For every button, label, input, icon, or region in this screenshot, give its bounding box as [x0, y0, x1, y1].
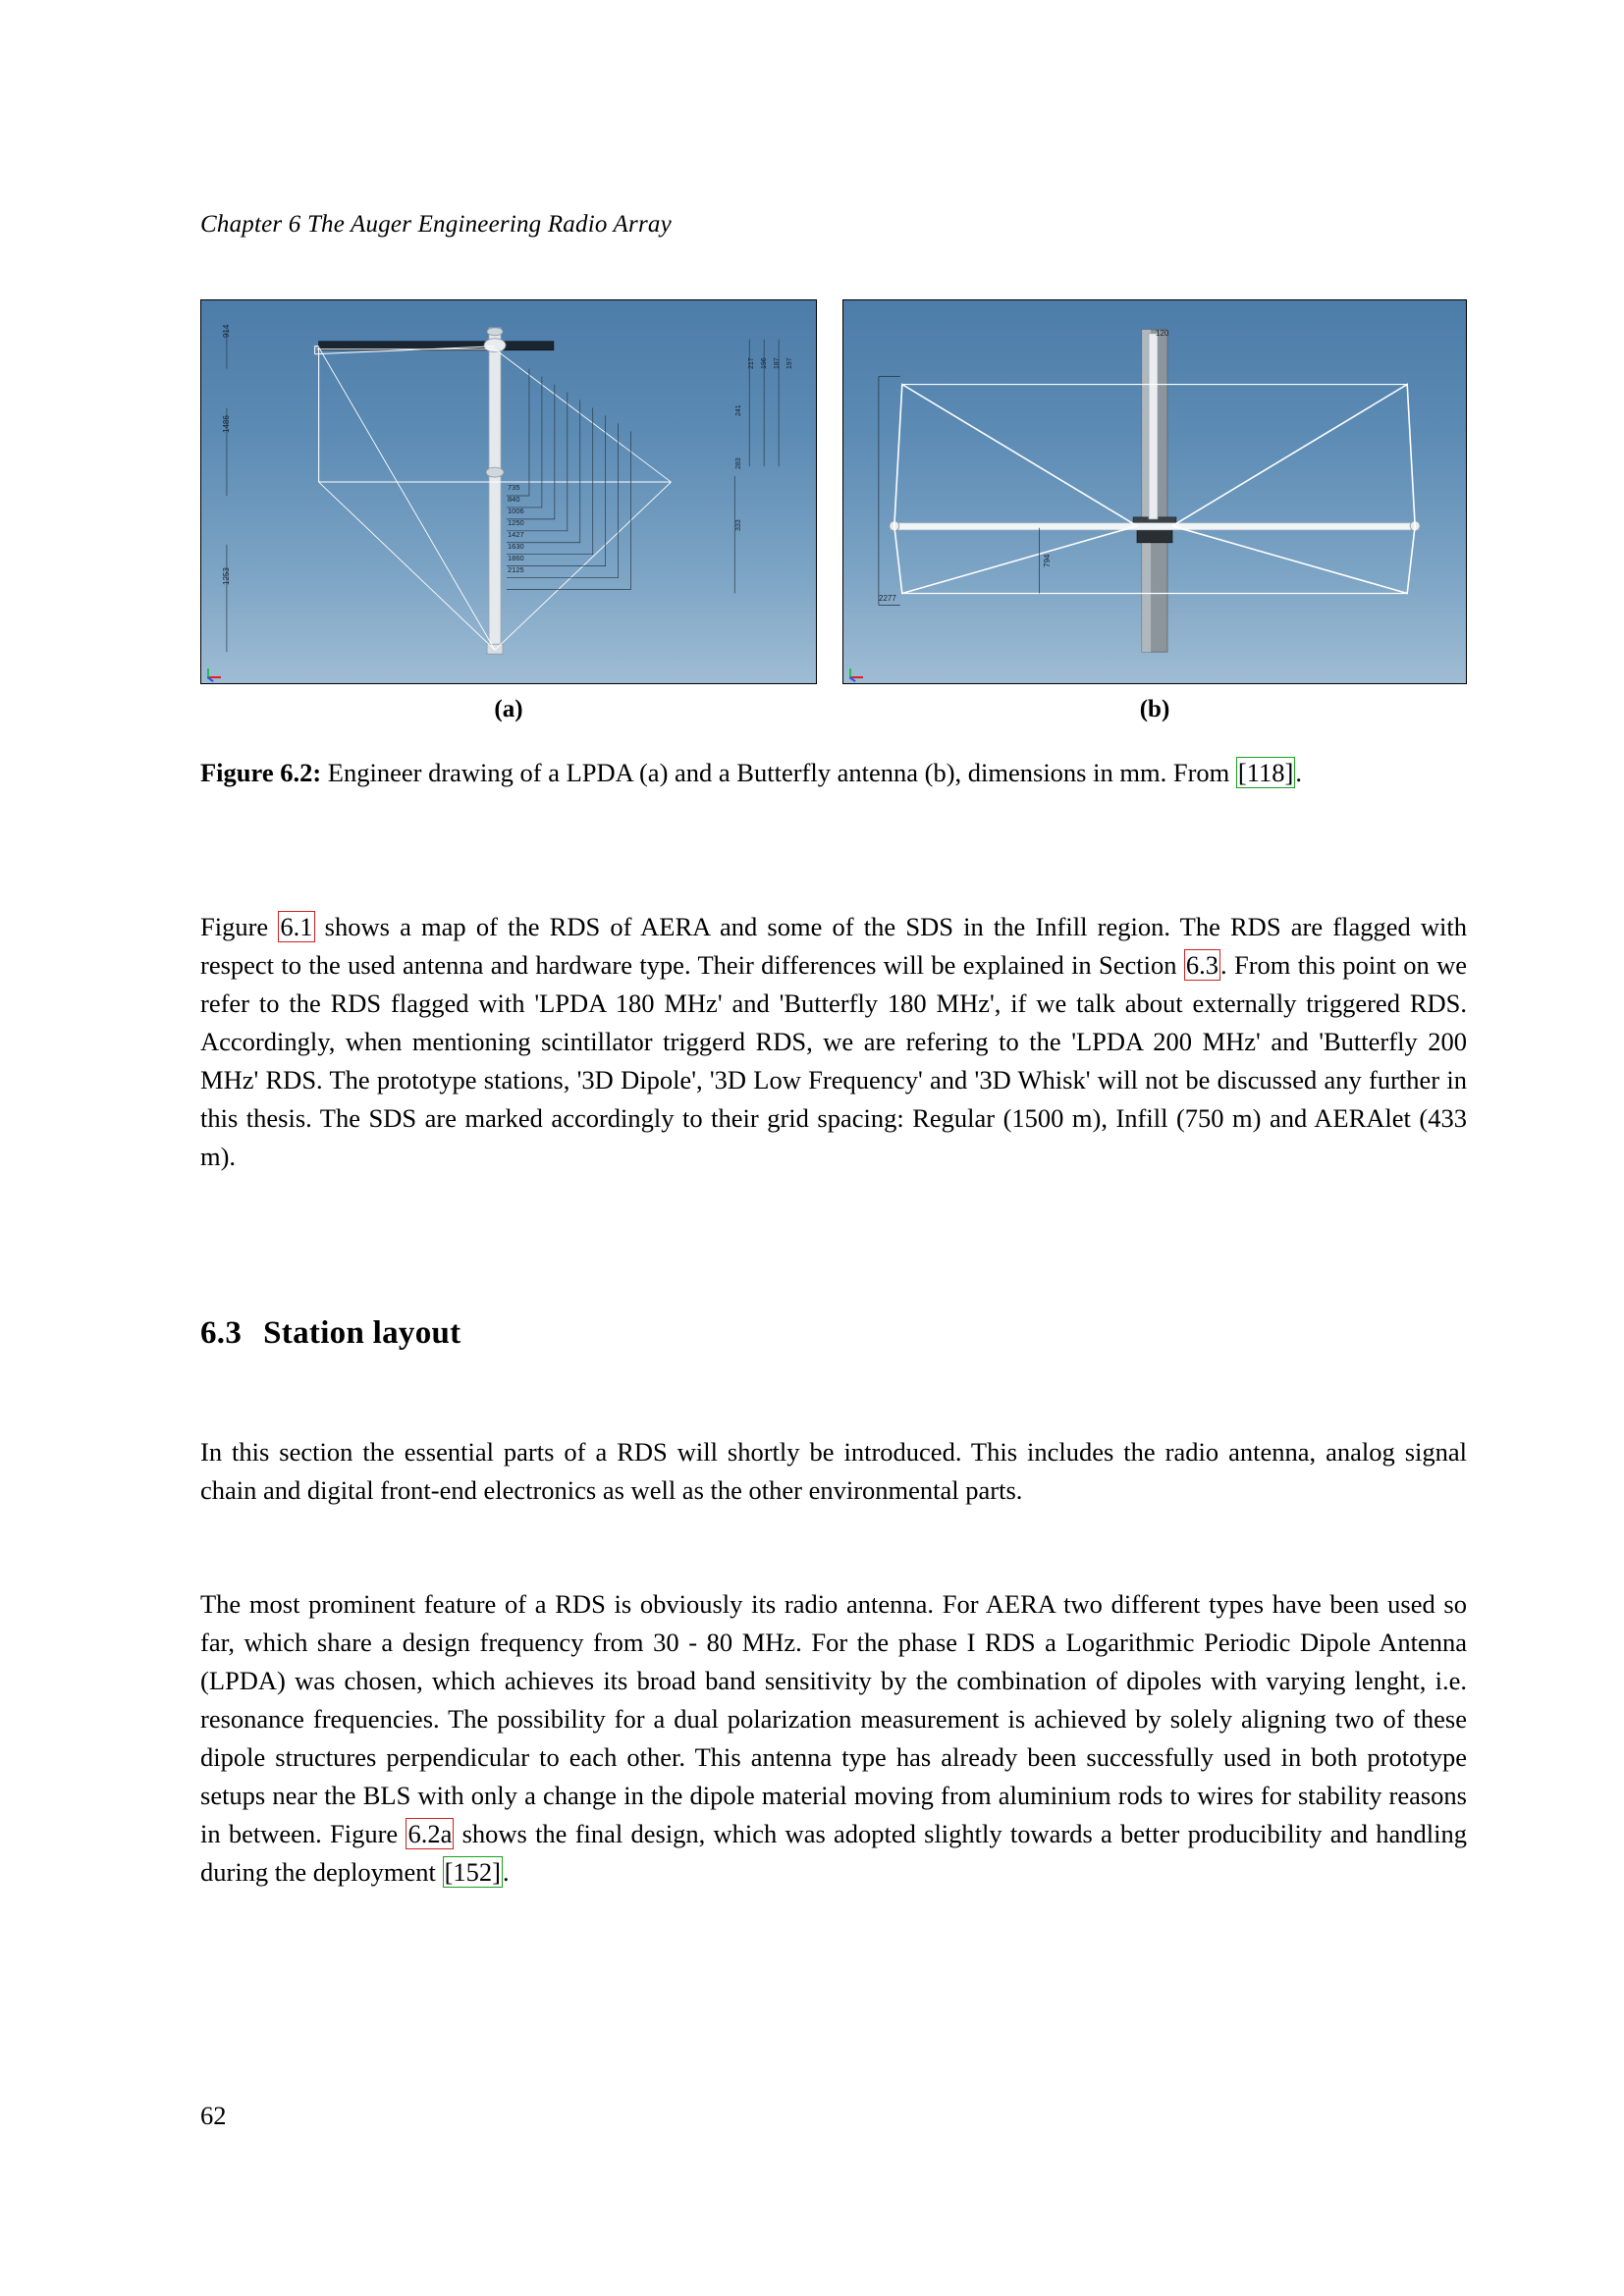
- section-heading-title: Station layout: [263, 1315, 461, 1351]
- panel-b-dim-794: 794: [1043, 554, 1052, 567]
- figure-panel-b-butterfly-drawing: [842, 299, 1467, 684]
- subcaption-b: (b): [1139, 696, 1170, 722]
- panel-a-dim-196: 196: [761, 357, 768, 369]
- panel-a-dim-1253: 1253: [222, 567, 231, 585]
- para3-text-c: .: [502, 1856, 510, 1887]
- figure-panels-row: [200, 299, 1467, 684]
- figure-caption-text-1: Engineer drawing of a LPDA (a) and a Butterfly antenna (b), dimensions in mm. From: [321, 758, 1236, 787]
- butterfly-drawing-vector: [843, 300, 1466, 683]
- panel-a-dim-2125: 2125: [508, 565, 524, 574]
- paragraph-2: In this section the essential parts of a RDS will shortly be introduced. This includes the radio antenna, analog signal chain and digital front-end electronics as well as the other environmental parts.: [200, 1437, 1467, 1505]
- paragraph-3: [200, 1585, 1467, 1892]
- panel-b-cad-axis-icon: [849, 657, 871, 678]
- paragraph-1: [200, 908, 1467, 1176]
- section-heading-6-3: [200, 1315, 460, 1352]
- para1-text-a: Figure: [200, 912, 279, 941]
- panel-a-dim-840: 840: [508, 495, 520, 504]
- panel-a-dim-1860: 1860: [508, 554, 524, 562]
- figure-link-6-2a[interactable]: 6.2a: [407, 1818, 453, 1848]
- citation-link-152[interactable]: [152]: [444, 1856, 501, 1887]
- citation-link-118[interactable]: [118]: [1237, 758, 1294, 787]
- panel-a-dim-241: 241: [735, 404, 742, 416]
- figure-panel-a-lpda-drawing: [200, 299, 817, 684]
- panel-a-dim-1427: 1427: [508, 530, 524, 539]
- panel-a-dim-1006: 1006: [508, 507, 524, 515]
- para1-text-c: . From this point on we refer to the RDS flagged with 'LPDA 180 MHz' and 'Butterfly 180 MHz', if we talk about externally triggered RDS. Accordingly, when mentioning scintillator triggerd RDS, we are refering to the 'LPDA 200 MHz' and 'Butterfly 200 MHz' RDS. The prototype stations, '3D Dipole', '3D Low Frequency' and '3D Whisk' will not be discussed any further in this thesis. The SDS are marked accordingly to their grid spacing: Regular (1500 m), Infill (750 m) and AERAlet (433 m).: [200, 949, 1467, 1171]
- panel-a-dim-1486: 1486: [222, 415, 231, 433]
- figure-subcaptions: [200, 696, 1467, 723]
- panel-a-dim-187: 187: [774, 357, 781, 369]
- panel-a-dim-217: 217: [748, 357, 755, 369]
- panel-a-dim-914: 914: [222, 324, 231, 338]
- lpda-drawing-vector: [201, 300, 816, 683]
- panel-a-cad-axis-icon: [207, 657, 229, 678]
- page-number: 62: [200, 2101, 227, 2130]
- panel-a-dim-1630: 1630: [508, 542, 524, 551]
- panel-a-dim-283: 283: [735, 457, 742, 469]
- section-heading-number: 6.3: [200, 1315, 243, 1351]
- figure-link-6-1[interactable]: 6.1: [280, 912, 313, 941]
- figure-caption-text-2: .: [1295, 758, 1302, 787]
- figure-caption: [200, 755, 1467, 791]
- para3-text-a: The most prominent feature of a RDS is obviously its radio antenna. For AERA two different types have been used so far, which share a design frequency from 30 - 80 MHz. For the phase I RDS a Logarithmic Periodic Dipole Antenna (LPDA) was chosen, which achieves its broad band sensitivity by the combination of dipoles with varying lenght, i.e. resonance frequencies. The possibility for a dual polarization measurement is achieved by solely aligning two of these dipole structures perpendicular to each other. This antenna type has already been successfully used in both prototype setups near the BLS with only a change in the dipole material moving from aluminium rods to wires for stability reasons in between. Figure: [200, 1589, 1467, 1848]
- panel-a-dim-1250: 1250: [508, 518, 524, 527]
- section-link-6-3[interactable]: 6.3: [1185, 949, 1218, 980]
- running-head: Chapter 6 The Auger Engineering Radio Array: [200, 211, 672, 238]
- subcaption-a: (a): [494, 696, 523, 722]
- figure-6-2: [200, 299, 1467, 723]
- para3-text-b: shows the final design, which was adopted slightly towards a better producibility and handling during the deployment: [200, 1818, 1467, 1887]
- figure-caption-label: Figure 6.2:: [200, 758, 322, 787]
- para1-text-b: shows a map of the RDS of AERA and some of the SDS in the Infill region. The RDS are flagged with respect to the used antenna and hardware type. Their differences will be explained in Section: [200, 912, 1468, 980]
- panel-b-dim-2277: 2277: [879, 594, 896, 603]
- panel-a-dim-197: 197: [786, 357, 793, 369]
- panel-a-dim-333: 333: [735, 519, 742, 531]
- panel-b-dim-120: 120: [1156, 329, 1169, 338]
- panel-a-dim-735: 735: [508, 483, 520, 492]
